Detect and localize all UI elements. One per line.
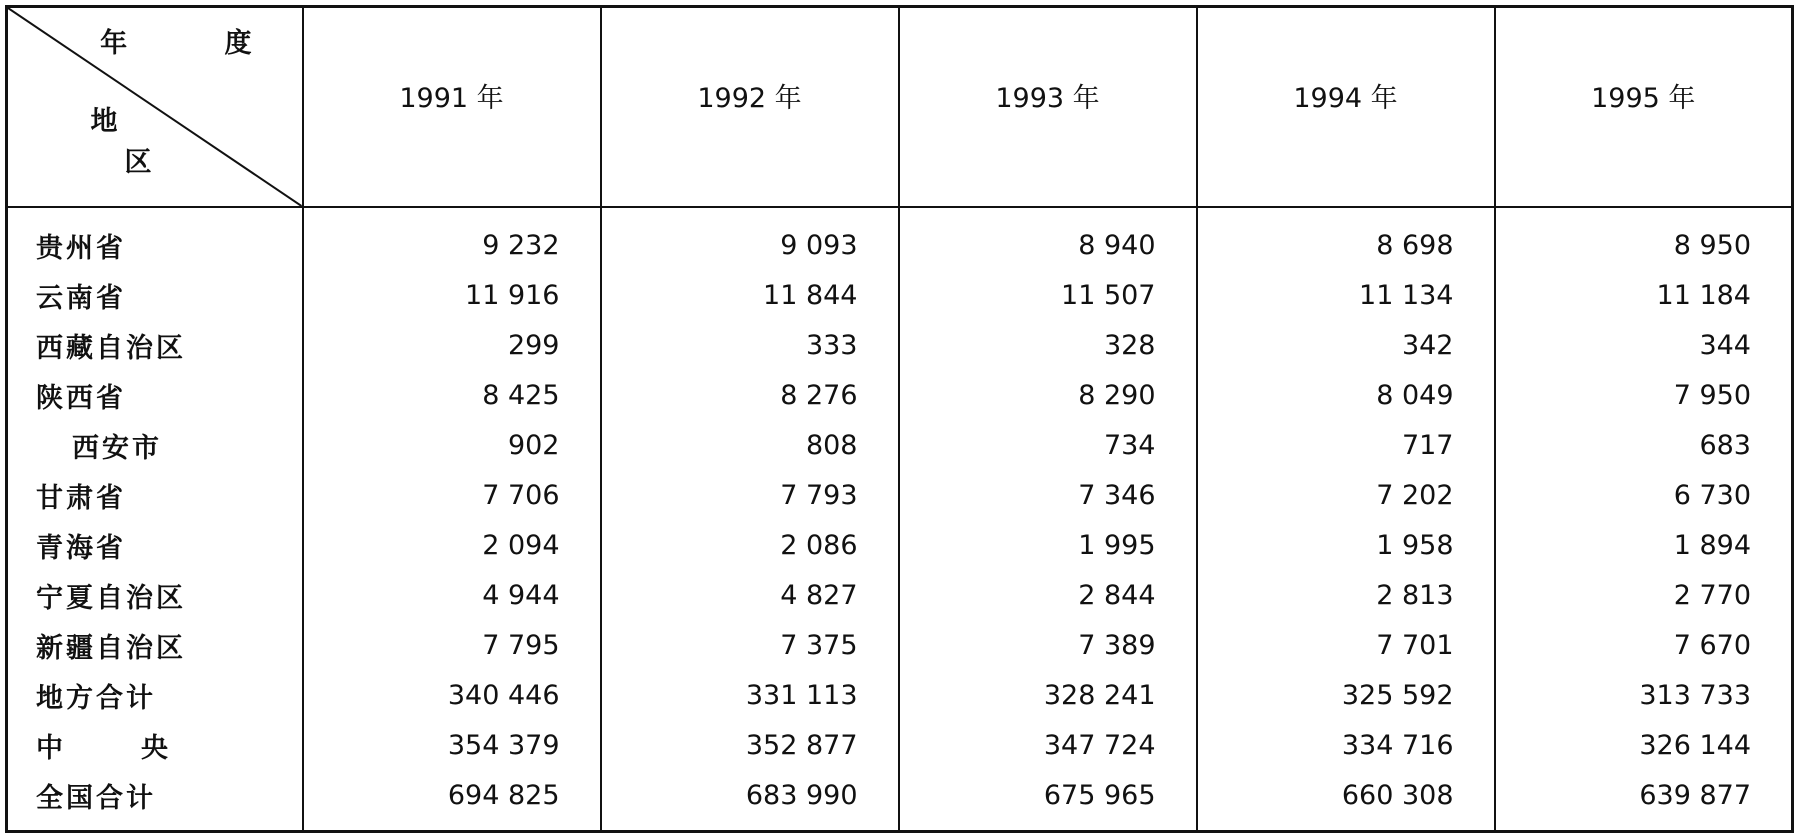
- table-row: [7, 270, 1793, 320]
- table-row: [7, 670, 1793, 720]
- value-cell: 4 827: [601, 570, 899, 620]
- value-cell: 2 770: [1673, 579, 1751, 611]
- region-cell-text: 中 央: [36, 732, 168, 764]
- value-cell: 7 375: [601, 620, 899, 670]
- region-cell: 西藏自治区: [7, 320, 303, 370]
- region-cell: [7, 720, 303, 770]
- region-cell: 甘肃省: [7, 470, 303, 520]
- statistics-table: [5, 5, 1794, 833]
- value-cell: 6 730: [1673, 479, 1751, 511]
- value-cell: 7 706: [303, 470, 601, 520]
- value-cell: 8 425: [303, 370, 601, 420]
- value-cell: 639 877: [1639, 779, 1751, 811]
- value-cell: 334 716: [1197, 720, 1495, 770]
- region-cell: 云南省: [7, 270, 303, 320]
- year-header-label: 年 度: [100, 28, 296, 59]
- table-row: [7, 420, 1793, 470]
- value-cell: 808: [601, 420, 899, 470]
- table-row: [7, 620, 1793, 670]
- value-cell: 7 701: [1197, 620, 1495, 670]
- value-cell: 328 241: [899, 670, 1197, 720]
- value-cell: 1 894: [1673, 529, 1751, 561]
- table-row: [7, 207, 1793, 270]
- table-row: [7, 320, 1793, 370]
- region-cell: 地方合计: [7, 670, 303, 720]
- value-cell: 7 793: [601, 470, 899, 520]
- value-cell: 352 877: [601, 720, 899, 770]
- table-row: [7, 370, 1793, 420]
- region-cell: 西安市: [7, 420, 303, 470]
- value-cell: 8 290: [899, 370, 1197, 420]
- value-cell: 8 049: [1197, 370, 1495, 420]
- value-cell: 325 592: [1197, 670, 1495, 720]
- value-cell: 8 698: [1197, 207, 1495, 270]
- region-cell: 宁夏自治区: [7, 570, 303, 620]
- value-cell: 11 134: [1197, 270, 1495, 320]
- value-cell: 7 346: [899, 470, 1197, 520]
- table-row: [7, 570, 1793, 620]
- header-diagonal-cell: [7, 7, 303, 208]
- value-cell: 9 232: [303, 207, 601, 270]
- value-cell: 11 844: [601, 270, 899, 320]
- value-cell: 2 086: [601, 520, 899, 570]
- value-cell: 328: [899, 320, 1197, 370]
- value-cell: 902: [303, 420, 601, 470]
- region-header-label: [44, 108, 164, 176]
- region-header-char-1: 地: [90, 106, 118, 137]
- table-row: [7, 520, 1793, 570]
- value-cell: 694 825: [303, 770, 601, 832]
- table-row: [7, 770, 1793, 832]
- value-cell: 683 990: [601, 770, 899, 832]
- value-cell: 717: [1197, 420, 1495, 470]
- year-header-1992: 1992 年: [601, 7, 899, 208]
- value-cell: 8 950: [1673, 229, 1751, 261]
- value-cell: 7 950: [1673, 379, 1751, 411]
- value-cell: 326 144: [1639, 729, 1751, 761]
- year-header-1995: 1995 年: [1495, 7, 1793, 208]
- value-cell: 11 184: [1656, 279, 1751, 311]
- value-cell: 11 507: [899, 270, 1197, 320]
- value-cell: 1 958: [1197, 520, 1495, 570]
- year-header-1991: 1991 年: [303, 7, 601, 208]
- value-cell: 340 446: [303, 670, 601, 720]
- value-cell: 344: [1699, 329, 1751, 361]
- value-cell: 11 916: [303, 270, 601, 320]
- region-cell: 新疆自治区: [7, 620, 303, 670]
- value-cell: 347 724: [899, 720, 1197, 770]
- value-cell: 7 202: [1197, 470, 1495, 520]
- value-cell: 4 944: [303, 570, 601, 620]
- value-cell: 2 094: [303, 520, 601, 570]
- value-cell: 331 113: [601, 670, 899, 720]
- value-cell: 333: [601, 320, 899, 370]
- year-header-1993: 1993 年: [899, 7, 1197, 208]
- value-cell: 7 670: [1673, 629, 1751, 661]
- value-cell: 660 308: [1197, 770, 1495, 832]
- value-cell: 342: [1197, 320, 1495, 370]
- region-cell: 全国合计: [7, 770, 303, 832]
- value-cell: 2 813: [1197, 570, 1495, 620]
- region-cell: 贵州省: [7, 207, 303, 270]
- value-cell: 2 844: [899, 570, 1197, 620]
- value-cell: 9 093: [601, 207, 899, 270]
- value-cell: 683: [1699, 429, 1751, 461]
- table-row: [7, 720, 1793, 770]
- year-header-1994: 1994 年: [1197, 7, 1495, 208]
- region-cell: 陕西省: [7, 370, 303, 420]
- region-header-char-2: 区: [124, 147, 152, 178]
- value-cell: 7 795: [303, 620, 601, 670]
- region-cell: 青海省: [7, 520, 303, 570]
- table-row: [7, 470, 1793, 520]
- value-cell: 299: [303, 320, 601, 370]
- value-cell: 313 733: [1639, 679, 1751, 711]
- value-cell: 1 995: [899, 520, 1197, 570]
- value-cell: 354 379: [303, 720, 601, 770]
- header-row: [7, 7, 1793, 208]
- value-cell: 7 389: [899, 620, 1197, 670]
- value-cell: 734: [899, 420, 1197, 470]
- value-cell: 8 940: [899, 207, 1197, 270]
- value-cell: 8 276: [601, 370, 899, 420]
- value-cell: 675 965: [899, 770, 1197, 832]
